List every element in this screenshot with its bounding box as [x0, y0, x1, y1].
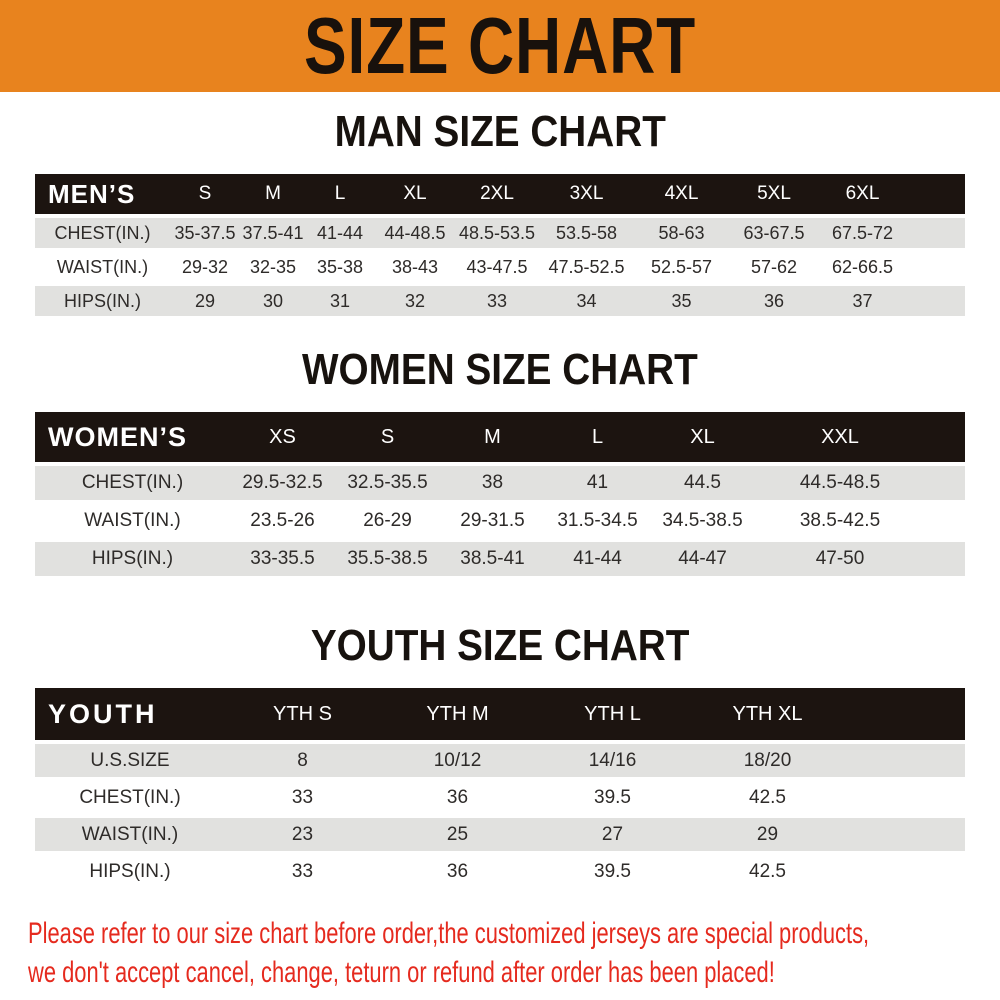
men-column-header: L — [306, 174, 374, 214]
men-column-header: 6XL — [820, 174, 905, 214]
size-value: 38.5-41 — [440, 542, 545, 576]
row-label: WAIST(IN.) — [35, 504, 230, 538]
size-value: 29-31.5 — [440, 504, 545, 538]
size-value: 41-44 — [306, 218, 374, 248]
filler-cell — [845, 818, 965, 851]
men-table-row — [35, 252, 965, 282]
size-value: 42.5 — [690, 781, 845, 814]
size-value: 44-47 — [650, 542, 755, 576]
row-label: HIPS(IN.) — [35, 855, 225, 888]
size-value: 43-47.5 — [456, 252, 538, 282]
filler-cell — [905, 174, 965, 214]
size-value: 30 — [240, 286, 306, 316]
row-label: HIPS(IN.) — [35, 286, 170, 316]
size-value: 57-62 — [728, 252, 820, 282]
youth-size-table — [35, 684, 965, 892]
size-value: 35-38 — [306, 252, 374, 282]
size-value: 31 — [306, 286, 374, 316]
size-value: 67.5-72 — [820, 218, 905, 248]
women-column-header: XXL — [755, 412, 925, 462]
banner — [0, 0, 1000, 92]
size-value: 63-67.5 — [728, 218, 820, 248]
size-value: 32.5-35.5 — [335, 466, 440, 500]
women-size-table — [35, 408, 965, 580]
size-value: 35-37.5 — [170, 218, 240, 248]
women-section-heading-text: WOMEN SIZE CHART — [302, 345, 698, 394]
women-table-row — [35, 466, 965, 500]
filler-cell — [925, 542, 965, 576]
men-table-row — [35, 286, 965, 316]
men-size-table — [35, 170, 965, 320]
women-column-header: S — [335, 412, 440, 462]
size-value: 29 — [690, 818, 845, 851]
filler-cell — [905, 286, 965, 316]
disclaimer-note — [0, 914, 1000, 992]
youth-section — [0, 622, 1000, 892]
women-table-title: WOMEN’S — [35, 412, 230, 462]
men-column-header: 3XL — [538, 174, 635, 214]
size-value: 36 — [728, 286, 820, 316]
man-section-heading — [0, 108, 1000, 156]
row-label: CHEST(IN.) — [35, 781, 225, 814]
men-column-header: M — [240, 174, 306, 214]
size-value: 47-50 — [755, 542, 925, 576]
size-value: 23.5-26 — [230, 504, 335, 538]
women-column-header: XL — [650, 412, 755, 462]
women-section-heading — [0, 346, 1000, 394]
youth-column-header: YTH XL — [690, 688, 845, 740]
size-value: 58-63 — [635, 218, 728, 248]
size-value: 44.5-48.5 — [755, 466, 925, 500]
man-section — [0, 108, 1000, 320]
size-value: 35.5-38.5 — [335, 542, 440, 576]
men-column-header: S — [170, 174, 240, 214]
size-value: 25 — [380, 818, 535, 851]
women-header-row — [35, 412, 965, 462]
size-value: 18/20 — [690, 744, 845, 777]
size-value: 37.5-41 — [240, 218, 306, 248]
youth-table-row — [35, 744, 965, 777]
size-value: 41 — [545, 466, 650, 500]
women-column-header: XS — [230, 412, 335, 462]
size-value: 33 — [225, 855, 380, 888]
size-value: 53.5-58 — [538, 218, 635, 248]
size-value: 32-35 — [240, 252, 306, 282]
filler-cell — [845, 744, 965, 777]
size-value: 33 — [456, 286, 538, 316]
filler-cell — [925, 466, 965, 500]
size-value: 47.5-52.5 — [538, 252, 635, 282]
row-label: CHEST(IN.) — [35, 218, 170, 248]
youth-table-row — [35, 818, 965, 851]
size-value: 14/16 — [535, 744, 690, 777]
disclaimer-line-1: Please refer to our size chart before order,the customized jerseys are special products, — [28, 917, 870, 950]
size-value: 39.5 — [535, 781, 690, 814]
filler-cell — [925, 504, 965, 538]
filler-cell — [905, 218, 965, 248]
size-value: 10/12 — [380, 744, 535, 777]
size-value: 29 — [170, 286, 240, 316]
size-value: 41-44 — [545, 542, 650, 576]
size-value: 37 — [820, 286, 905, 316]
size-value: 38.5-42.5 — [755, 504, 925, 538]
men-table-title: MEN’S — [35, 174, 170, 214]
women-table-row — [35, 542, 965, 576]
row-label: WAIST(IN.) — [35, 252, 170, 282]
youth-section-heading — [0, 622, 1000, 670]
women-section — [0, 346, 1000, 580]
row-label: HIPS(IN.) — [35, 542, 230, 576]
size-value: 34 — [538, 286, 635, 316]
women-table-row — [35, 504, 965, 538]
size-value: 23 — [225, 818, 380, 851]
youth-table-title: YOUTH — [35, 688, 225, 740]
size-value: 42.5 — [690, 855, 845, 888]
size-value: 36 — [380, 855, 535, 888]
row-label: U.S.SIZE — [35, 744, 225, 777]
size-value: 44-48.5 — [374, 218, 456, 248]
men-column-header: 5XL — [728, 174, 820, 214]
women-column-header: M — [440, 412, 545, 462]
size-value: 44.5 — [650, 466, 755, 500]
youth-section-heading-text: YOUTH SIZE CHART — [310, 621, 690, 670]
size-value: 62-66.5 — [820, 252, 905, 282]
women-column-header: L — [545, 412, 650, 462]
men-header-row — [35, 174, 965, 214]
size-value: 29.5-32.5 — [230, 466, 335, 500]
youth-table-row — [35, 855, 965, 888]
size-value: 39.5 — [535, 855, 690, 888]
size-value: 29-32 — [170, 252, 240, 282]
size-value: 27 — [535, 818, 690, 851]
youth-column-header: YTH M — [380, 688, 535, 740]
man-section-heading-text: MAN SIZE CHART — [334, 107, 666, 156]
size-value: 36 — [380, 781, 535, 814]
size-value: 52.5-57 — [635, 252, 728, 282]
youth-column-header: YTH S — [225, 688, 380, 740]
size-value: 34.5-38.5 — [650, 504, 755, 538]
men-column-header: XL — [374, 174, 456, 214]
size-value: 48.5-53.5 — [456, 218, 538, 248]
filler-cell — [845, 781, 965, 814]
filler-cell — [905, 252, 965, 282]
row-label: WAIST(IN.) — [35, 818, 225, 851]
youth-table-row — [35, 781, 965, 814]
men-table-row — [35, 218, 965, 248]
banner-title: SIZE CHART — [304, 1, 696, 90]
men-column-header: 2XL — [456, 174, 538, 214]
disclaimer-line-2: we don't accept cancel, change, teturn or refund after order has been placed! — [28, 956, 775, 989]
men-column-header: 4XL — [635, 174, 728, 214]
size-value: 35 — [635, 286, 728, 316]
filler-cell — [925, 412, 965, 462]
size-value: 8 — [225, 744, 380, 777]
row-label: CHEST(IN.) — [35, 466, 230, 500]
youth-header-row — [35, 688, 965, 740]
youth-column-header: YTH L — [535, 688, 690, 740]
size-value: 33 — [225, 781, 380, 814]
size-value: 33-35.5 — [230, 542, 335, 576]
size-value: 38 — [440, 466, 545, 500]
filler-cell — [845, 855, 965, 888]
size-value: 32 — [374, 286, 456, 316]
size-value: 38-43 — [374, 252, 456, 282]
size-value: 31.5-34.5 — [545, 504, 650, 538]
filler-cell — [845, 688, 965, 740]
size-value: 26-29 — [335, 504, 440, 538]
